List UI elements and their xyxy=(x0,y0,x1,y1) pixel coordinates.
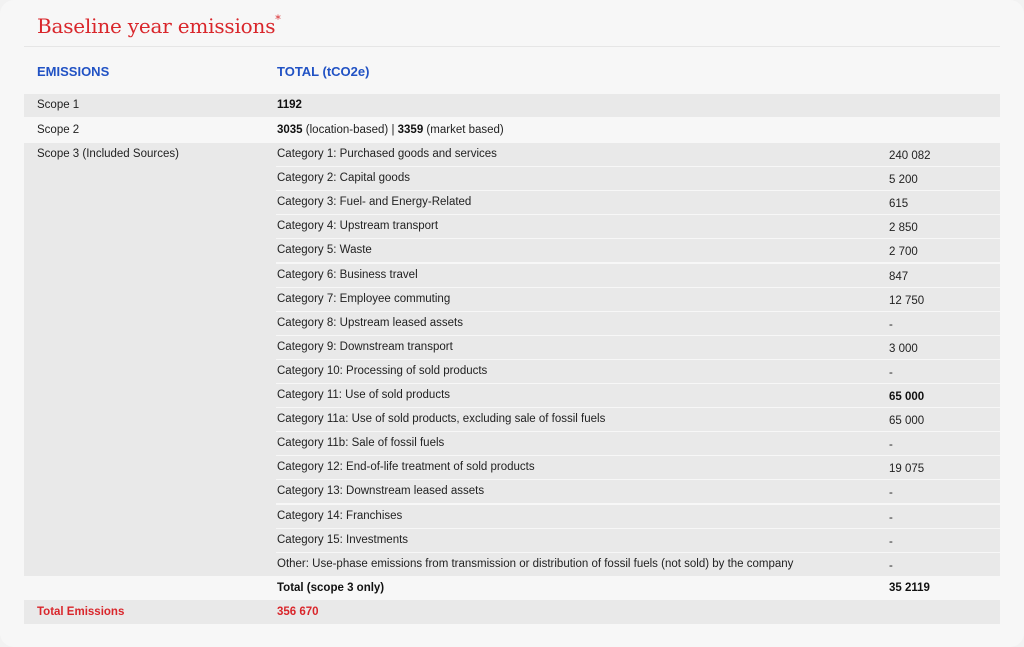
scope2-value: 3035 (location-based) | 3359 (market based) xyxy=(277,124,504,136)
category-name: Category 8: Upstream leased assets xyxy=(277,317,464,329)
table-row xyxy=(276,312,1000,335)
title-footnote-mark: * xyxy=(275,13,281,27)
category-value: 65 000 xyxy=(889,415,925,427)
column-header-total: TOTAL (tCO2e) xyxy=(277,64,370,79)
scope3-total-value: 35 2119 xyxy=(889,582,930,594)
table-row xyxy=(276,360,1000,383)
category-value: - xyxy=(889,439,893,451)
scope3-label: Scope 3 (Included Sources) xyxy=(37,148,179,160)
table-row xyxy=(276,480,1000,503)
category-name: Category 9: Downstream transport xyxy=(277,341,453,353)
category-value: 19 075 xyxy=(889,463,925,475)
category-name: Category 12: End-of-life treatment of sold products xyxy=(277,461,535,473)
category-name: Category 3: Fuel- and Energy-Related xyxy=(277,196,472,208)
row-divider xyxy=(276,335,1000,336)
category-value: 2 850 xyxy=(889,222,918,234)
category-name: Category 11: Use of sold products xyxy=(277,389,451,401)
row-divider xyxy=(276,479,1000,480)
category-value: 615 xyxy=(889,198,909,210)
row-divider xyxy=(276,528,1000,529)
row-divider xyxy=(276,407,1000,408)
category-value: 3 000 xyxy=(889,343,918,355)
category-value: 2 700 xyxy=(889,246,918,258)
category-name: Category 11a: Use of sold products, excluding sale of fossil fuels xyxy=(277,413,606,425)
table-row xyxy=(276,384,1000,407)
table-row xyxy=(276,432,1000,455)
table-row xyxy=(276,505,1000,528)
table-row xyxy=(276,239,1000,262)
category-value: - xyxy=(889,319,893,331)
row-divider xyxy=(276,552,1000,553)
category-value: 12 750 xyxy=(889,295,925,307)
row-divider xyxy=(276,190,1000,191)
table-row xyxy=(276,529,1000,552)
title-divider xyxy=(24,46,1000,47)
category-value: - xyxy=(889,487,893,499)
category-name: Category 15: Investments xyxy=(277,534,409,546)
category-value: - xyxy=(889,512,893,524)
category-name: Category 11b: Sale of fossil fuels xyxy=(277,437,445,449)
table-row xyxy=(276,553,1000,576)
row-divider xyxy=(276,455,1000,456)
category-name: Category 7: Employee commuting xyxy=(277,293,451,305)
category-value: 65 000 xyxy=(889,391,925,403)
category-value: - xyxy=(889,536,893,548)
category-value: - xyxy=(889,367,893,379)
row-divider xyxy=(276,287,1000,288)
scope3-total-row xyxy=(276,577,1000,600)
category-value: 847 xyxy=(889,271,909,283)
column-header-emissions: EMISSIONS xyxy=(37,64,110,79)
table-row-scope1 xyxy=(24,94,1000,117)
category-name: Category 13: Downstream leased assets xyxy=(277,485,485,497)
row-divider xyxy=(276,383,1000,384)
page-title: Baseline year emissions* xyxy=(37,13,281,38)
scope2-label: Scope 2 xyxy=(37,124,80,136)
category-name: Category 6: Business travel xyxy=(277,269,418,281)
table-row xyxy=(276,167,1000,190)
category-name: Category 2: Capital goods xyxy=(277,172,410,184)
row-divider xyxy=(276,263,1000,264)
table-row xyxy=(276,288,1000,311)
row-divider xyxy=(276,214,1000,215)
table-row xyxy=(276,215,1000,238)
category-value: 240 082 xyxy=(889,150,931,162)
category-value: - xyxy=(889,560,893,572)
row-divider xyxy=(276,359,1000,360)
table-row xyxy=(276,336,1000,359)
scope3-label-cell xyxy=(24,143,276,576)
category-value: 5 200 xyxy=(889,174,918,186)
row-divider xyxy=(276,311,1000,312)
scope1-label: Scope 1 xyxy=(37,99,80,111)
table-row xyxy=(276,191,1000,214)
table-row xyxy=(276,456,1000,479)
category-name: Category 4: Upstream transport xyxy=(277,220,439,232)
row-divider xyxy=(276,504,1000,505)
total-emissions-value: 356 670 xyxy=(277,606,319,618)
row-divider xyxy=(276,238,1000,239)
table-row xyxy=(276,143,1000,166)
row-divider xyxy=(276,431,1000,432)
table-row xyxy=(276,408,1000,431)
table-row-total-emissions xyxy=(24,600,1000,624)
category-name: Category 1: Purchased goods and services xyxy=(277,148,497,160)
category-name: Other: Use-phase emissions from transmission or distribution of fossil fuels (not sold) by the company xyxy=(277,558,794,570)
category-name: Category 5: Waste xyxy=(277,244,372,256)
row-divider xyxy=(276,166,1000,167)
scope1-value: 1192 xyxy=(277,99,302,111)
category-name: Category 10: Processing of sold products xyxy=(277,365,488,377)
scope3-total-label: Total (scope 3 only) xyxy=(277,582,385,594)
total-emissions-label: Total Emissions xyxy=(37,606,125,618)
table-row-scope2 xyxy=(24,119,1000,142)
table-row xyxy=(276,264,1000,287)
category-name: Category 14: Franchises xyxy=(277,510,403,522)
